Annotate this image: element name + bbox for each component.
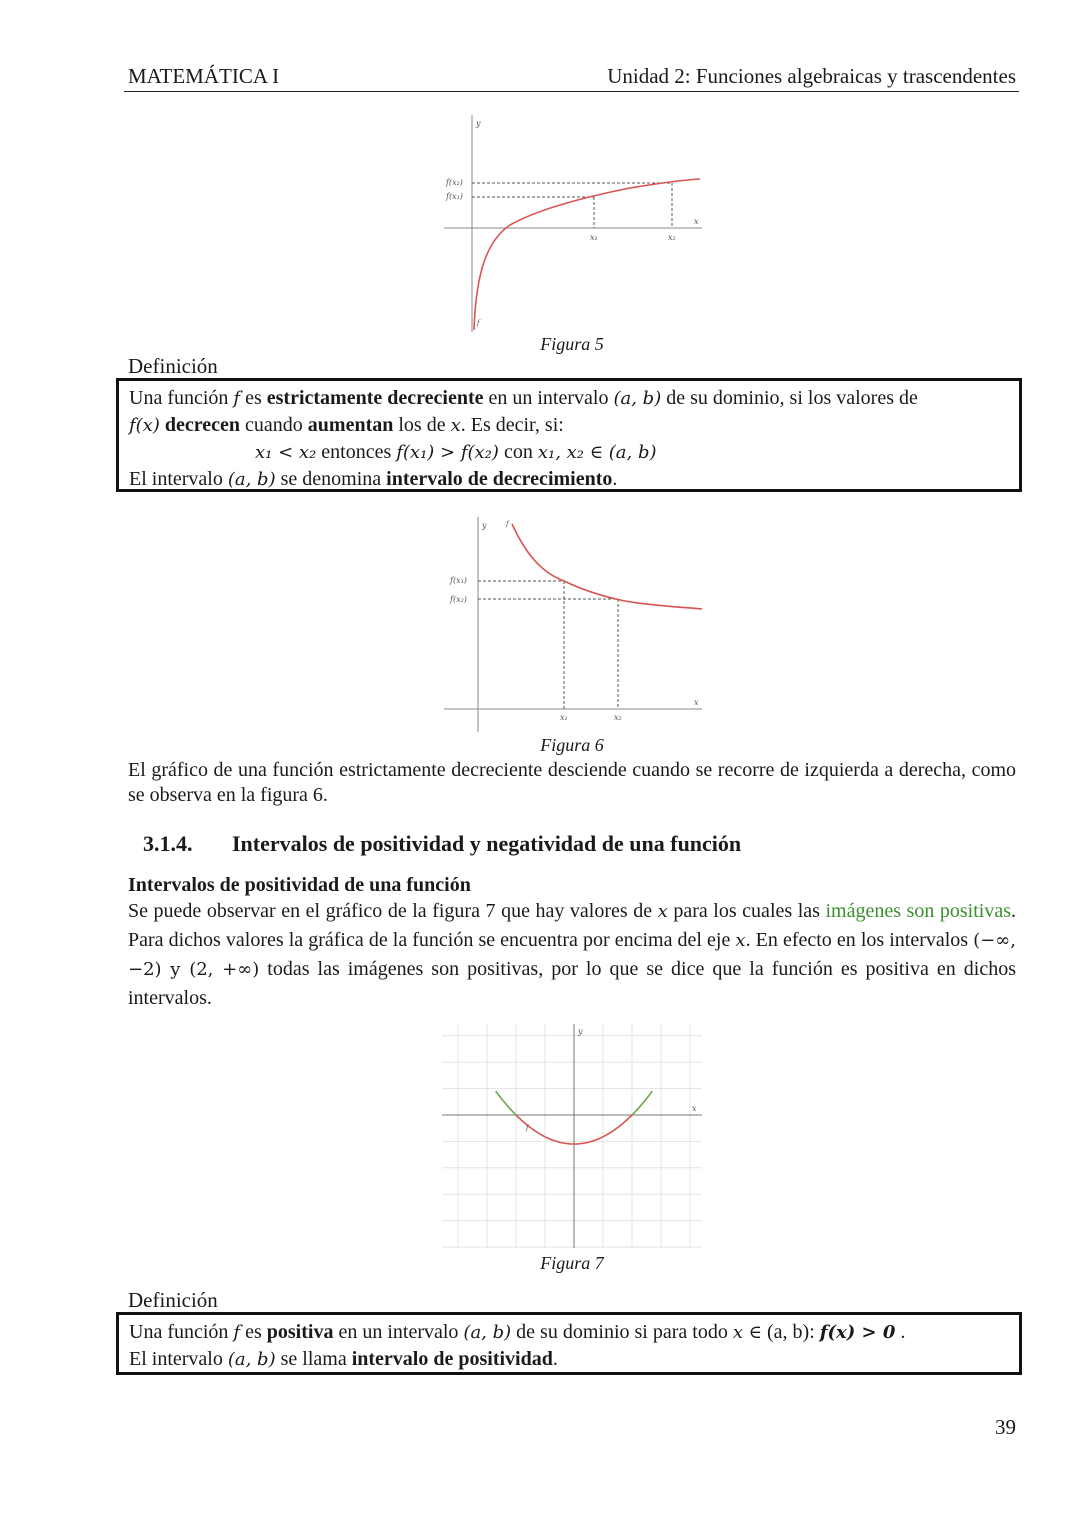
math-fx: f(x) [129,415,160,436]
def1-line-1 [129,385,1009,412]
def2-line-2 [129,1346,1009,1373]
def2-line-1 [129,1319,1009,1346]
text: El intervalo [129,1348,228,1370]
text: . Es decir, si: [460,414,564,436]
figure-6 [440,512,704,734]
label-x2: x₂ [668,233,676,242]
text: en un intervalo [483,387,614,409]
math-interval: (a, b) [613,388,662,409]
math-interval: (a, b) [463,1322,512,1343]
text: se denomina [275,468,387,490]
text: es [240,387,267,409]
parabola-positive-right [632,1091,652,1115]
term-interval-decreasing: intervalo de decrecimiento [386,468,613,490]
parabola-positive-left [496,1091,516,1115]
math-membership: x₁, x₂ ∈ (a, b) [537,442,657,463]
text: Una función [129,387,234,409]
text: El intervalo [129,468,228,490]
text: los de [393,414,451,436]
increasing-curve [474,179,700,330]
text: . En efecto en los intervalos [745,929,974,951]
math-x: x [657,901,668,922]
definition-box-decreasing [116,378,1022,492]
label-fx1: f(x₁) [446,192,463,201]
text: (a, b): [762,1321,820,1343]
grid [442,1024,702,1248]
math-f: f [233,388,241,409]
y-axis-label: y [578,1027,583,1036]
text: en un intervalo [333,1321,464,1343]
math-fx-gt-0: f(x) > 0 [819,1322,896,1343]
definition-box-positive [116,1312,1022,1375]
definition-heading: Definición [128,354,218,378]
term-decrecen: decrecen [159,414,241,436]
paragraph-figure-6: El gráfico de una función estrictamente decreciente desciende cuando se recorre de izquierda a derecha, como se observa en la figura 6. [128,759,1016,806]
figure-7-graph [440,1022,704,1250]
subsection-heading: Intervalos de positividad de una función [128,874,471,896]
math-x-in: x ∈ [732,1322,763,1343]
def1-line-4 [129,466,1009,493]
x-axis-label: x [694,217,699,226]
text: cuando [240,414,308,436]
paragraph-positivity [128,897,1016,1013]
label-x1: x₁ [560,713,568,722]
highlight-positive-images: imágenes son positivas [825,900,1011,922]
page-number: 39 [995,1415,1016,1439]
label-x2: x₂ [614,713,622,722]
math-interval: (a, b) [227,1349,276,1370]
term-strictly-decreasing: estrictamente decreciente [266,387,484,409]
def1-line-2 [129,412,1009,439]
math-intervals: (−∞, −2) y (2, +∞) [128,930,1016,980]
header-unit-title: Unidad 2: Funciones algebraicas y trascendentes [607,64,1016,88]
y-axis-label: y [476,119,481,128]
text: todas las imágenes son positivas, por lo que se dice que la función es positiva en dichos intervalos. [128,958,1016,1009]
header-rule [124,91,1019,92]
math-f: f [233,1322,241,1343]
figure-5 [440,110,704,335]
figure-6-graph [440,512,704,734]
x-axis-label: x [692,1104,697,1113]
text: Se puede observar en el gráfico de la figura 7 que hay valores de [128,900,658,922]
term-positive: positiva [266,1321,334,1343]
math-x: x [450,415,461,436]
y-axis-label: y [482,521,487,530]
label-fx2: f(x₂) [450,595,467,604]
decreasing-curve [512,524,702,609]
figure-7 [440,1022,704,1250]
label-f: f [477,319,480,327]
section-number: 3.1.4. [143,831,193,856]
x-axis-label: x [694,698,699,707]
label-fx1: f(x₁) [450,576,467,585]
section-title: Intervalos de positividad y negatividad de una función [232,831,742,856]
text: . [895,1321,906,1343]
text: Una función [129,1321,234,1343]
text: entonces [316,441,397,463]
text: es [240,1321,267,1343]
label-x1: x₁ [590,233,598,242]
label-fx2: f(x₂) [446,178,463,187]
text: . [552,1348,558,1370]
figure-7-caption: Figura 7 [540,1253,604,1273]
math-x: x [735,930,746,951]
term-aumentan: aumentan [307,414,394,436]
section-heading [143,831,741,857]
label-f: f [506,520,509,528]
math-x1-lt-x2: x₁ < x₂ [255,442,317,463]
text: para los cuales las [667,900,826,922]
label-f: f [526,1124,529,1132]
text: se llama [275,1348,352,1370]
text: . [612,468,618,490]
text: . Para dichos valores la gráfica de la función se encuentra por encima del eje [128,900,1016,951]
text: de su dominio, si los valores de [661,387,918,409]
text: de su dominio si para todo [511,1321,733,1343]
term-interval-positivity: intervalo de positividad [351,1348,553,1370]
figure-5-caption: Figura 5 [540,334,604,354]
math-interval: (a, b) [227,469,276,490]
definition-heading-2: Definición [128,1288,218,1312]
math-fx1-gt-fx2: f(x₁) > f(x₂) [396,442,499,463]
figure-5-graph [440,110,704,335]
def1-line-3 [129,439,1009,466]
header-course-title: MATEMÁTICA I [128,64,280,88]
figure-6-caption: Figura 6 [540,735,604,755]
text: con [498,441,538,463]
